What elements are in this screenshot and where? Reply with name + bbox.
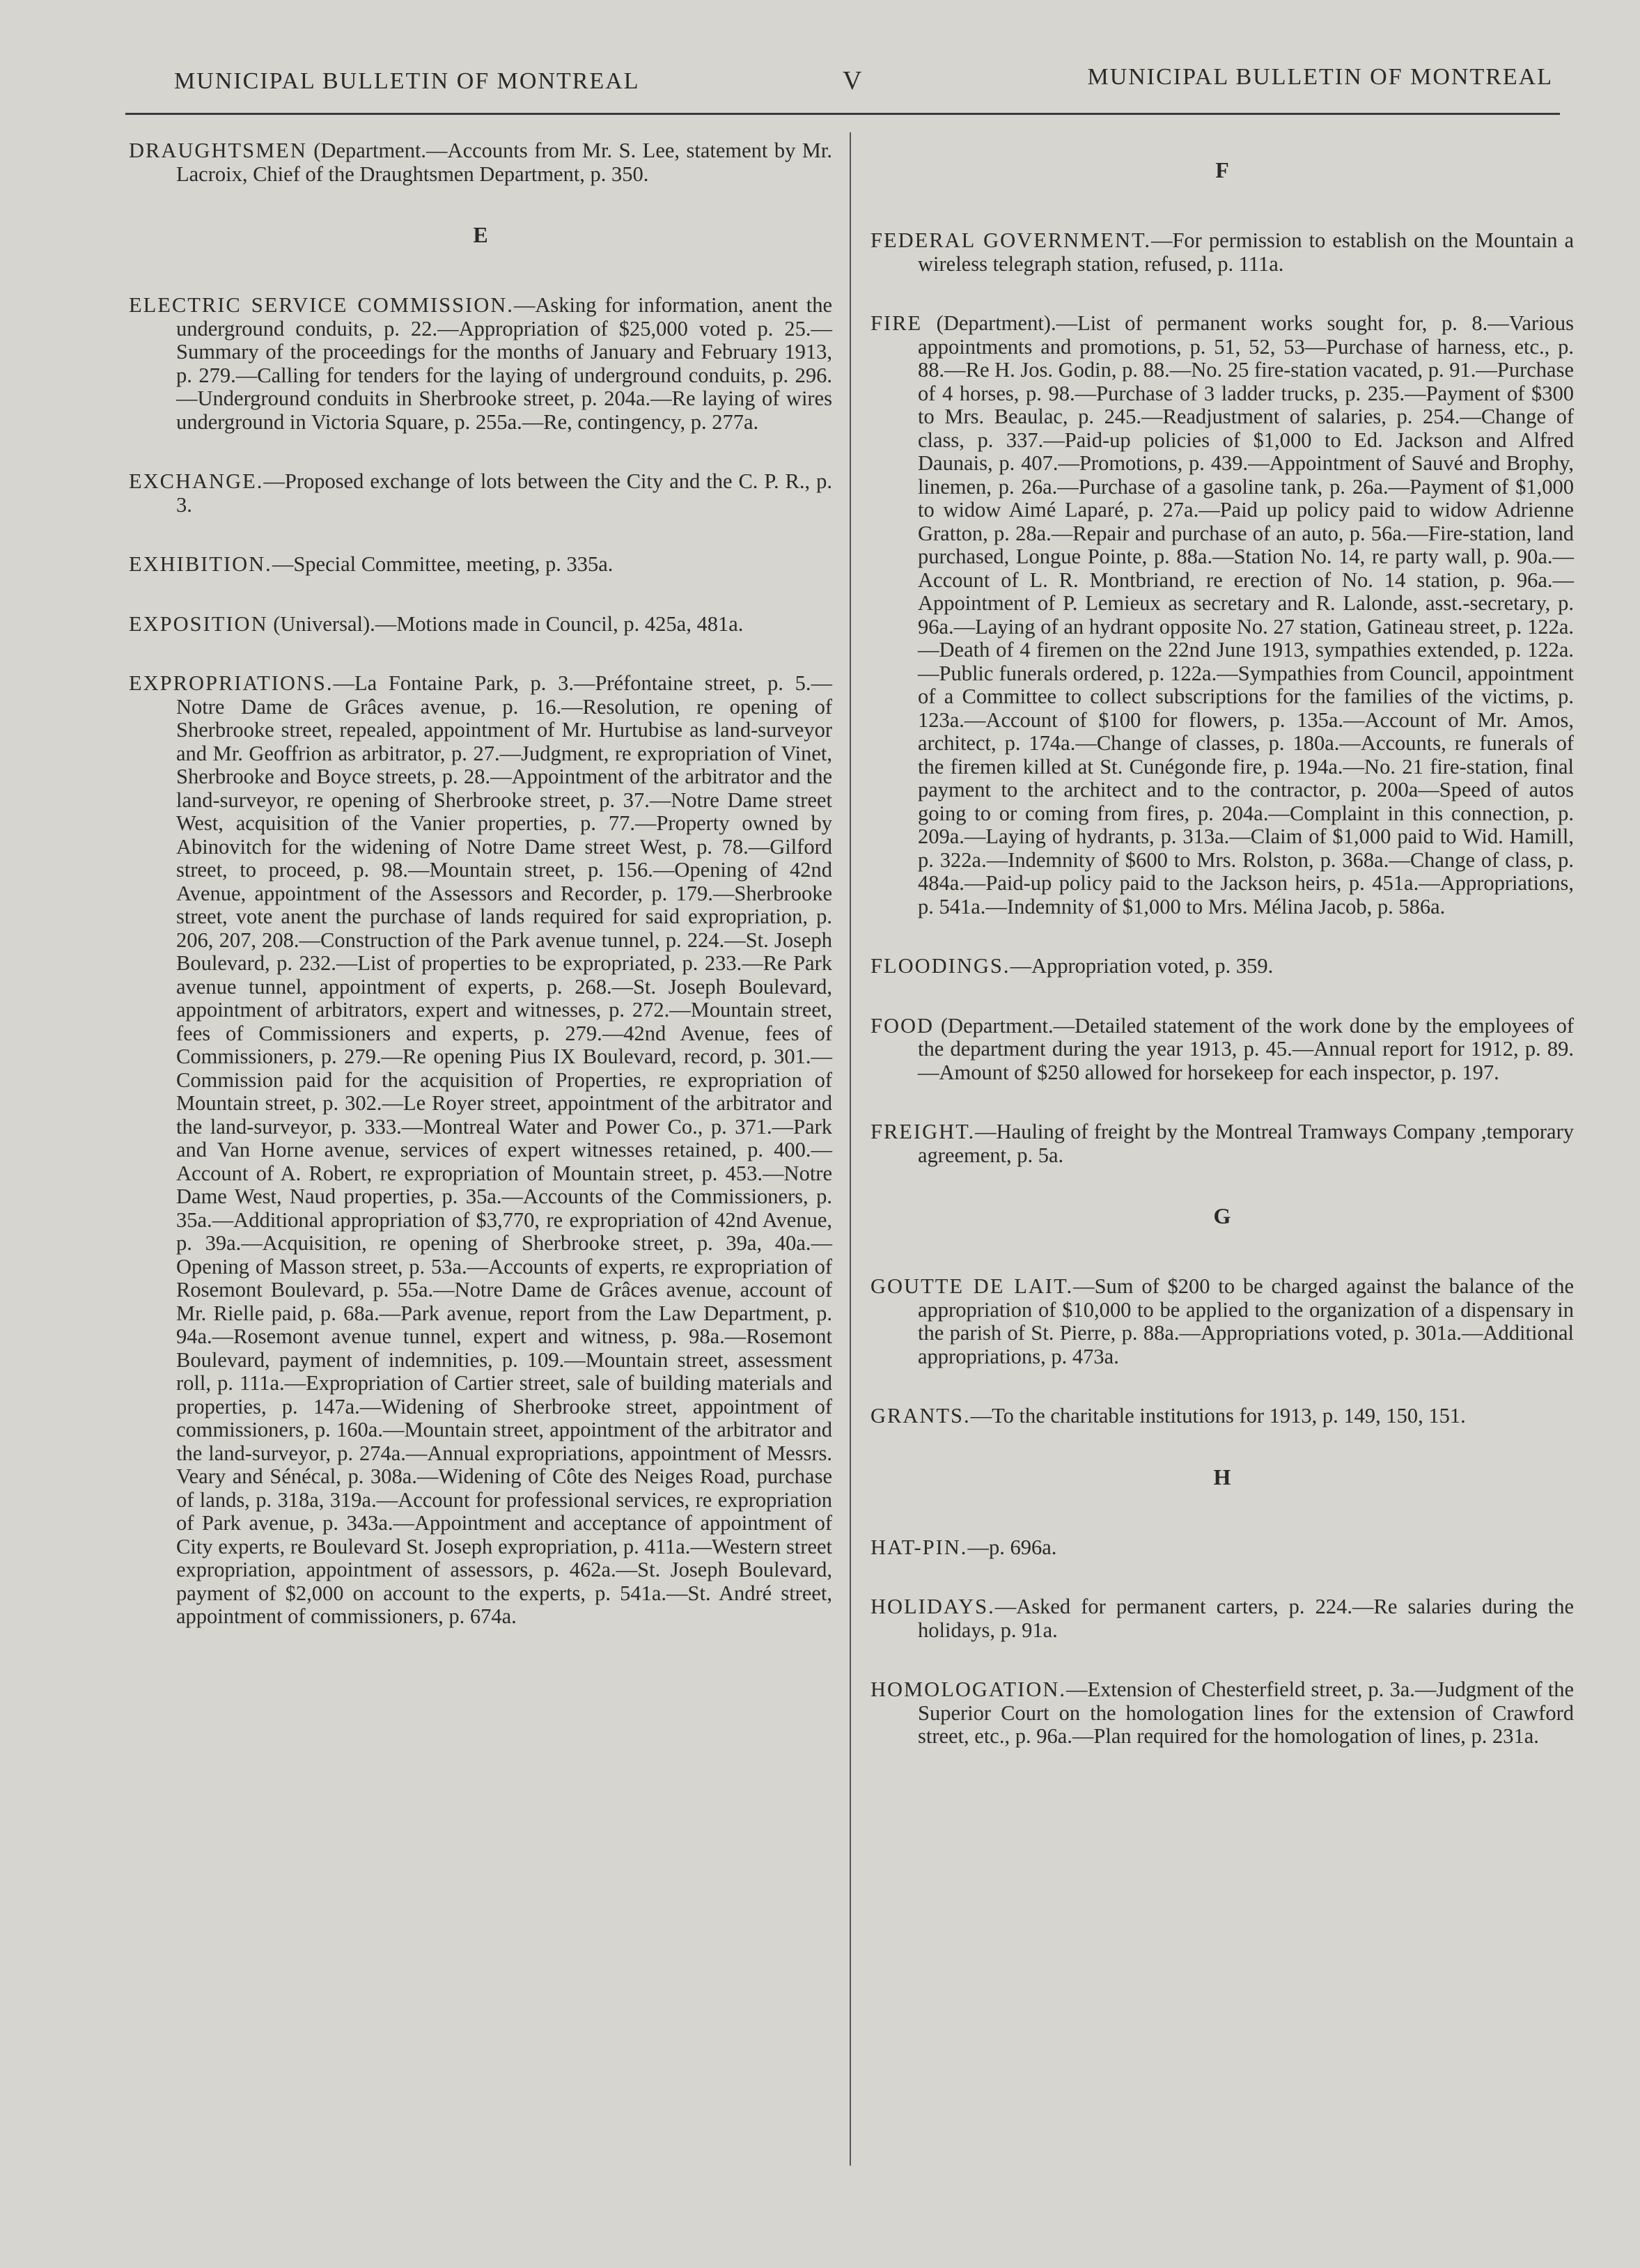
index-entry	[870, 1595, 1574, 1642]
index-entry	[129, 139, 832, 186]
entry-heading: EXCHANGE.	[129, 469, 264, 493]
entry-heading: FEDERAL GOVERNMENT.	[870, 228, 1151, 252]
index-entry	[870, 312, 1574, 918]
entry-heading: GOUTTE DE LAIT.	[870, 1274, 1074, 1298]
index-entry	[129, 294, 832, 434]
header-title-right: MUNICIPAL BULLETIN OF MONTREAL	[1087, 64, 1553, 90]
entry-heading: FLOODINGS.	[870, 954, 1010, 978]
entry-heading: EXHIBITION.	[129, 552, 272, 576]
entry-body: —Extension of Chesterfield street, p. 3a.—Judgment of the Superior Court on the homologation lines for the extension of Crawford street, etc., p. 96a.—Plan required for the homologation of lines, p. 231a.	[918, 1677, 1574, 1748]
entry-body: (Universal).—Motions made in Council, p. 425a, 481a.	[267, 611, 744, 636]
entry-body: —Asked for permanent carters, p. 224.—Re salaries during the holidays, p. 91a.	[918, 1595, 1574, 1642]
entry-body: (Department.—Accounts from Mr. S. Lee, statement by Mr. Lacroix, Chief of the Draughtsmen Department, p. 350.	[176, 139, 832, 186]
entry-heading: FREIGHT.	[870, 1120, 976, 1143]
index-entry	[870, 1120, 1574, 1167]
index-entry	[129, 672, 832, 1629]
index-entry	[870, 1405, 1574, 1428]
entry-body: —Proposed exchange of lots between the City and the C. P. R., p. 3.	[176, 469, 832, 517]
column-divider	[850, 132, 851, 2166]
header-rule	[125, 113, 1560, 115]
section-letter: F	[1215, 157, 1229, 182]
entry-body: —Special Committee, meeting, p. 335a.	[272, 552, 614, 576]
entry-heading: HOMOLOGATION.	[870, 1677, 1066, 1701]
entry-body: (Department).—List of permanent works sought for, p. 8.—Various appointments and promotions, p. 51, 52, 53—Purchase of harness, etc., p. 88.—Re H. Jos. Godin, p. 88.—No. 25 fire-station vacated, p. 91.—Purchase of 4 horses, p. 98.—Purchase of 3 ladder trucks, p. 235.—Payment of $300 to Mrs. Beaulac, p. 245.—Readjustment of salaries, p. 254.—Change of class, p. 337.—Paid-up policies of $1,000 to Ed. Jackson and Alfred Daunais, p. 407.—Promotions, p. 439.—Appointment of Sauvé and Brophy, linemen, p. 26a.—Purchase of a gasoline tank, p. 26a.—Payment of $1,000 to widow Aimé Laparé, p. 27a.—Paid up policy paid to widow Adrienne Gratton, p. 28a.—Repair and purchase of an auto, p. 56a.—Fire-station, land purchased, Longue Pointe, p. 88a.—Station No. 14, re party wall, p. 90a.—Account of L. R. Montbriand, re erection of No. 14 station, p. 96a.—Appointment of P. Lemieux as secretary and R. Lalonde, asst.-secretary, p. 96a.—Laying of an hydrant opposite No. 27 station, Gatineau street, p. 122a.—Death of 4 firemen on the 22nd June 1913, sympathies extended, p. 122a.—Public funerals ordered, p. 122a.—Sympathies from Council, appointment of a Committee to collect subscriptions for the families of the victims, p. 123a.—Account of $100 for flowers, p. 135a.—Account of Mr. Amos, architect, p. 174a.—Change of classes, p. 180a.—Accounts, re funerals of the firemen killed at St. Cunégonde fire, p. 194a.—No. 21 fire-station, final payment to the architect and to the contractor, p. 200a—Speed of autos going to or coming from fires, p. 204a.—Complaint in this connection, p. 209a.—Laying of hydrants, p. 313a.—Claim of $1,000 paid to Wid. Hamill, p. 322a.—Indemnity of $600 to Mrs. Rolston, p. 368a.—Change of class, p. 484a.—Paid-up policy paid to the Jackson heirs, p. 451a.—Appropriations, p. 541a.—Indemnity of $1,000 to Mrs. Mélina Jacob, p. 586a.	[918, 311, 1574, 918]
entry-body: —Hauling of freight by the Montreal Tramways Company ,temporary agreement, p. 5a.	[918, 1120, 1574, 1167]
index-entry	[129, 470, 832, 517]
entry-body: (Department.—Detailed statement of the work done by the employees of the department during the year 1913, p. 45.—Annual report for 1912, p. 89.—Amount of $250 allowed for horsekeep for each inspector, p. 197.	[918, 1013, 1574, 1084]
entry-heading: ELECTRIC SERVICE COMMISSION.	[129, 293, 514, 317]
index-entry	[870, 1015, 1574, 1085]
index-entry	[870, 229, 1574, 276]
entry-body: —p. 696a.	[967, 1535, 1057, 1559]
entry-body: —Asking for information, anent the underground conduits, p. 22.—Appropriation of $25,000 voted p. 25.—Summary of the proceedings for the months of January and February 1913, p. 279.—Calling for tenders for the laying of underground conduits, p. 296.—Underground conduits in Sherbrooke street, p. 204a.—Re laying of wires underground in Victoria Square, p. 255a.—Re, contingency, p. 277a.	[176, 293, 832, 434]
entry-body: —La Fontaine Park, p. 3.—Préfontaine street, p. 5.—Notre Dame de Grâces avenue, p. 16.—Resolution, re opening of Sherbrooke street, repealed, appointment of Mr. Hurtubise as land-surveyor and Mr. Geoffrion as arbitrator, p. 27.—Judgment, re expropriation of Vinet, Sherbrooke and Boyce streets, p. 28.—Appointment of the arbitrator and the land-surveyor, re opening of Sherbrooke street, p. 37.—Notre Dame street West, acquisition of the Vanier properties, p. 77.—Property owned by Abinovitch for the widening of Notre Dame street West, p. 78.—Gilford street, to proceed, p. 98.—Mountain street, p. 156.—Opening of 42nd Avenue, appointment of the Assessors and Recorder, p. 179.—Sherbrooke street, vote anent the purchase of lands required for said expropriation, p. 206, 207, 208.—Construction of the Park avenue tunnel, p. 224.—St. Joseph Boulevard, p. 232.—List of properties to be expropriated, p. 233.—Re Park avenue tunnel, appointment of experts, p. 268.—St. Joseph Boulevard, appointment of arbitrators, expert and witnesses, p. 272.—Mountain street, fees of Commissioners and experts, p. 279.—42nd Avenue, fees of Commissioners, p. 279.—Re opening Pius IX Boulevard, record, p. 301.—Commission paid for the acquisition of Properties, re expropriation of Mountain street, p. 302.—Le Royer street, appointment of the arbitrator and the land-surveyor, p. 333.—Montreal Water and Power Co., p. 371.—Park and Van Horne avenue, services of expert witnesses retained, p. 400.—Account of A. Robert, re expropriation of Mountain street, p. 453.—Notre Dame West, Naud properties, p. 35a.—Accounts of the Commissioners, p. 35a.—Additional appropriation of $3,770, re expropriation of 42nd Avenue, p. 39a.—Acquisition, re opening of Sherbrooke street, p. 39a, 40a.—Opening of Masson street, p. 53a.—Accounts of experts, re expropriation of Rosemont Boulevard, p. 55a.—Notre Dame de Grâces avenue, account of Mr. Rielle paid, p. 68a.—Park avenue, report from the Law Department, p. 94a.—Rosemont avenue tunnel, expert and witness, p. 98a.—Rosemont Boulevard, payment of indemnities, p. 109.—Mountain street, assessment roll, p. 111a.—Expropriation of Cartier street, sale of building materials and properties, p. 147a.—Widening of Sherbrooke street, appointment of commissioners, p. 160a.—Mountain street, appointment of the arbitrator and the land-surveyor, p. 274a.—Annual expropriations, appointment of Messrs. Veary and Sénécal, p. 308a.—Widening of Côte des Neiges Road, purchase of lands, p. 318a, 319a.—Account for professional services, re expropriation of Park avenue, p. 343a.—Appointment and acceptance of appointment of City experts, re Boulevard St. Joseph expropriation, p. 411a.—Western street expropriation, appointment of assessors, p. 462a.—St. Joseph Boulevard, payment of $2,000 on account to the experts, p. 541a.—St. André street, appointment of commissioners, p. 674a.	[176, 671, 832, 1628]
entry-heading: EXPOSITION	[129, 611, 268, 636]
entry-body: —Sum of $200 to be charged against the balance of the appropriation of $10,000 to be applied to the organization of a dispensary in the parish of St. Pierre, p. 88a.—Appropriations voted, p. 301a.—Additional appropriations, p. 473a.	[918, 1274, 1574, 1368]
entry-body: —Appropriation voted, p. 359.	[1010, 954, 1274, 978]
running-header	[125, 61, 1560, 117]
entry-heading: FOOD	[870, 1013, 935, 1038]
index-entry	[870, 955, 1574, 978]
section-letter: G	[1213, 1203, 1231, 1228]
index-entry	[870, 1536, 1574, 1560]
page-number: V	[843, 66, 862, 95]
header-title-left: MUNICIPAL BULLETIN OF MONTREAL	[174, 68, 640, 94]
entry-heading: EXPROPRIATIONS.	[129, 671, 334, 695]
index-entry	[129, 553, 832, 577]
entry-body: —For permission to establish on the Mountain a wireless telegraph station, refused, p. 111a.	[918, 228, 1574, 276]
index-entry	[870, 1275, 1574, 1368]
right-column	[870, 139, 1574, 1785]
entry-heading: HOLIDAYS.	[870, 1595, 995, 1618]
entry-heading: FIRE	[870, 311, 923, 335]
entry-heading: DRAUGHTSMEN	[129, 139, 307, 162]
entry-heading: GRANTS.	[870, 1404, 971, 1428]
left-column	[129, 139, 832, 1665]
section-letter: H	[1213, 1464, 1231, 1489]
entry-body: —To the charitable institutions for 1913, p. 149, 150, 151.	[970, 1404, 1466, 1428]
index-entry	[870, 1678, 1574, 1749]
section-letter: E	[473, 222, 488, 247]
index-entry	[129, 613, 832, 636]
entry-heading: HAT-PIN.	[870, 1535, 968, 1559]
